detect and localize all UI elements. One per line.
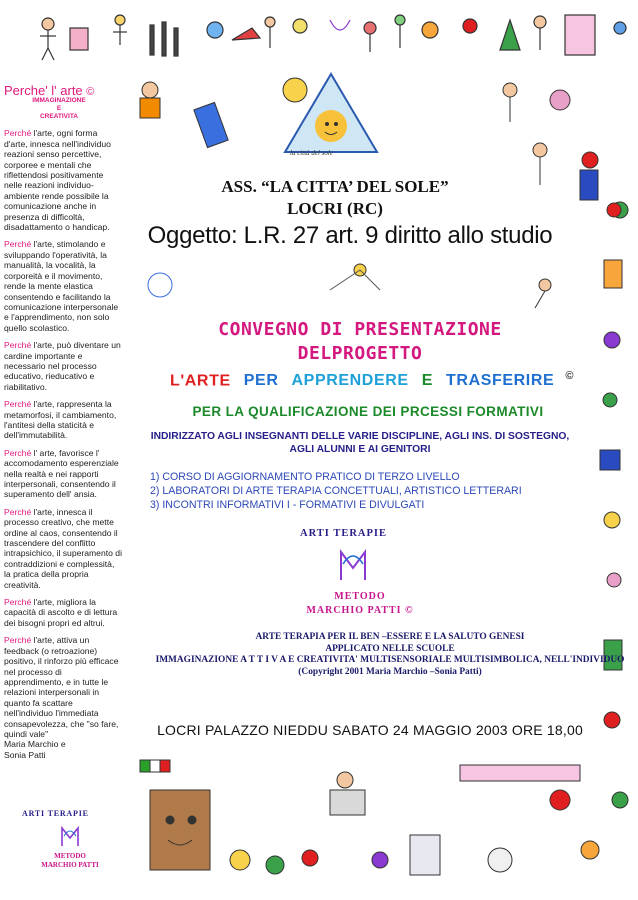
paragraph-text: l'arte, stimolando e sviluppando l'operatività, la manualità, la vocalità, la corporeità e il movimento, rende la mente elastica consentendo e facilitando la comunicazione interpersonale e l'apprendimento, non solo quello scolastico. <box>4 239 119 333</box>
therapy-line: (Copyright 2001 Maria Marchio –Sonia Patti) <box>298 666 482 677</box>
project-word: TRASFERIRE <box>446 372 555 390</box>
perche-word: Perché <box>4 635 32 646</box>
project-title <box>170 370 590 390</box>
perche-word: Perché <box>4 239 32 250</box>
sidebar <box>4 83 122 760</box>
arti-terapie-label: ARTI TERAPIE <box>300 528 387 539</box>
sidebar-paragraph <box>4 635 122 739</box>
paragraph-text: l'arte, ogni forma d'arte, innesca nell'individuo reazioni senso percettive, corporee e mentali che riflettendosi positivamente nelle reazioni individuo-ambiente rende possibile la comunicazione anche in presenza di difficoltà, disadattamento o handicap. <box>4 128 111 233</box>
perche-word: Perché <box>4 128 32 139</box>
convegno-line: DELPROGETTO <box>297 343 423 364</box>
event-details: LOCRI PALAZZO NIEDDU SABATO 24 MAGGIO 2003 ORE 18,00 <box>157 722 583 738</box>
association-line: LOCRI (RC) <box>287 199 383 218</box>
sidebar-sub-line: IMMAGINAZIONE <box>32 97 86 105</box>
perche-word: Perché <box>4 447 32 458</box>
audience-text <box>140 430 580 456</box>
project-word: E <box>421 372 433 390</box>
metodo-label <box>280 590 440 618</box>
sidebar-paragraph <box>4 239 122 333</box>
signature-line: Sonia Patti <box>4 749 46 760</box>
sidebar-paragraph <box>4 597 122 628</box>
small-metodo <box>20 852 120 870</box>
metodo-logo <box>335 544 371 586</box>
paragraph-text: l'arte, attiva un feedback (o retroazione) positivo, il rinforzo più efficace nel processo di apprendimento, e in tutte le relazioni interpersonali in quanto fa scattare nell'individuo l'immediata consapevolezza, che "so fare, quindi vale" <box>4 635 119 739</box>
sidebar-title <box>4 83 122 98</box>
subject-heading: Oggetto: L.R. 27 art. 9 diritto allo studio <box>147 222 553 249</box>
convegno-line: CONVEGNO DI PRESENTAZIONE <box>218 319 502 340</box>
paragraph-text: l' arte, favorisce l' accomodamento esperenziale nella realtà e nei rapporti interpersonali, consentendo il superamento dell' ansia. <box>4 447 119 500</box>
project-word: APPRENDERE <box>291 372 409 390</box>
sidebar-title-text: Perche' l' arte <box>4 83 83 98</box>
triangle-sun-logo-icon <box>283 72 379 156</box>
mp-monogram-icon <box>335 544 371 586</box>
copyright-mark: © <box>565 370 575 382</box>
decorative-drawings-left-top <box>0 0 20 80</box>
project-word: PER <box>243 372 279 390</box>
sidebar-paragraph <box>4 128 122 232</box>
association-name <box>170 176 500 220</box>
sidebar-paragraph <box>4 340 122 392</box>
metodo-line: MARCHIO PATTI © <box>306 605 414 616</box>
logo-caption: la città del sole <box>290 149 333 157</box>
sidebar-sub-line: E <box>56 105 62 113</box>
convegno-title <box>150 318 570 366</box>
perche-word: Perché <box>4 506 32 517</box>
audience-line: AGLI ALUNNI E AI GENITORI <box>289 444 431 455</box>
therapy-line: IMMAGINAZIONE A T T I V A E CREATIVITA' MULTISENSORIALE MULTISIMBOLICA, NELL'INDIVIDUO <box>155 655 625 665</box>
course-list <box>150 470 570 512</box>
children-drawings-icon <box>120 740 638 900</box>
perche-word: Perché <box>4 340 32 351</box>
copyright-mark: © <box>86 86 95 98</box>
sidebar-sub-line: CREATIVITA <box>39 113 79 121</box>
audience-line: INDIRIZZATO AGLI INSEGNANTI DELLE VARIE DISCIPLINE, AGLI INS. DI SOSTEGNO, <box>150 431 570 442</box>
course-item: 3) INCONTRI INFORMATIVI I - FORMATIVI E DIVULGATI <box>150 499 425 511</box>
paragraph-text: l'arte, innesca il processo creativo, che mette ordine al caos, consentendo il trascendere del conflitto intrapsichico, il superamento di contraddizioni e complessità, la pratica della propria creatività. <box>4 506 122 590</box>
therapy-description <box>130 632 638 678</box>
course-item: 1) CORSO DI AGGIORNAMENTO PRATICO DI TERZO LIVELLO <box>150 471 460 483</box>
therapy-line: ARTE TERAPIA PER IL BEN –ESSERE E LA SALUTO GENESI <box>255 632 525 642</box>
project-word: L'ARTE <box>170 372 231 390</box>
mp-monogram-icon <box>58 822 82 850</box>
sidebar-paragraph <box>4 448 122 500</box>
paragraph-text: l'arte, rappresenta la metamorfosi, il cambiamento, l'antitesi della staticità e dell'immutabilità. <box>4 399 117 441</box>
sidebar-subtitle <box>24 97 94 121</box>
association-logo <box>283 72 379 156</box>
sidebar-paragraph <box>4 399 122 441</box>
therapy-line: APPLICATO NELLE SCUOLE <box>325 643 455 654</box>
small-metodo-logo <box>58 822 82 850</box>
sidebar-paragraph <box>4 507 122 590</box>
metodo-line: METODO <box>334 591 386 602</box>
paragraph-text: l'arte, migliora la capacità di ascolto e di lettura dei bisogni propri ed altrui. <box>4 597 118 628</box>
small-metodo-line: MARCHIO PATTI <box>41 861 99 869</box>
course-item: 2) LABORATORI DI ARTE TERAPIA CONCETTUALI, ARTISTICO LETTERARI <box>150 485 522 497</box>
association-line: ASS. “LA CITTA’ DEL SOLE” <box>221 177 449 196</box>
perche-word: Perché <box>4 399 32 410</box>
signature-line: Maria Marchio e <box>4 739 66 750</box>
small-metodo-line: METODO <box>54 852 86 860</box>
perche-word: Perché <box>4 597 32 608</box>
paragraph-text: l'arte, può diventare un cardine importante e necessario nel processo educativo, rieducativo e riabilitativo. <box>4 340 121 392</box>
qualification-line: PER LA QUALIFICAZIONE DEI PRCESSI FORMATIVI <box>192 404 544 419</box>
decorative-drawings-bottom <box>120 740 638 900</box>
small-arti-terapie: ARTI TERAPIE <box>22 809 89 818</box>
